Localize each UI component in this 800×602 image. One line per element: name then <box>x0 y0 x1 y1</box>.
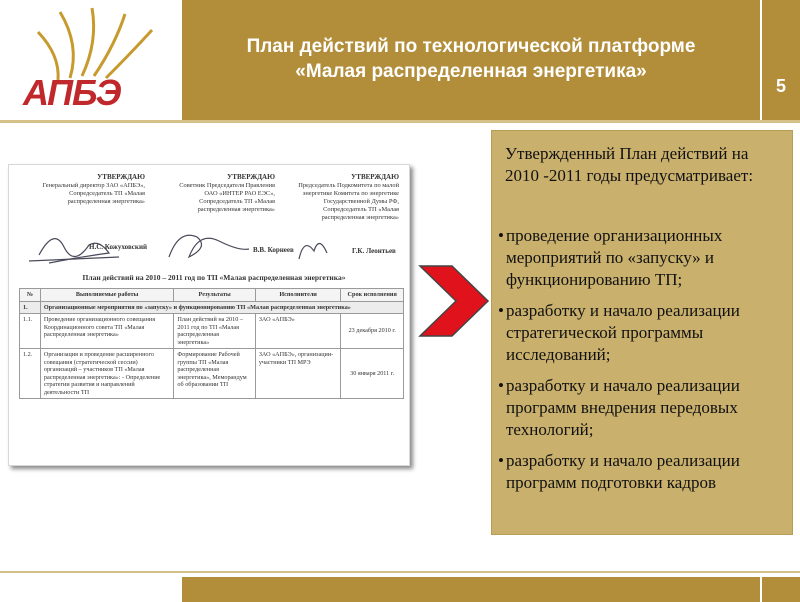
list-item-text: разработку и начало реализации программ внедрения передовых технологий; <box>506 376 740 439</box>
page-number-box <box>760 0 800 120</box>
signatory-name-2: В.В. Корнеев <box>253 246 294 254</box>
list-item <box>496 300 790 366</box>
bullet-icon: • <box>498 451 504 470</box>
chevron-right-icon <box>418 264 490 338</box>
list-item-text: разработку и начало реализации программ подготовки кадров <box>506 451 740 492</box>
signatures-icon <box>9 217 409 277</box>
row-executor: ЗАО «АПБЭ», организации-участники ТП МРЭ <box>255 349 341 399</box>
section-num: 1. <box>20 301 41 314</box>
approval-line: Председатель Подкомитета по малой <box>298 182 399 189</box>
signatory-name-3: Г.К. Леонтьев <box>352 247 396 255</box>
list-item <box>496 450 790 494</box>
panel-list <box>496 225 790 503</box>
approval-header: УТВЕРЖДАЮ <box>351 173 399 181</box>
list-item-text: проведение организационных мероприятий по «запуску» и функционированию ТП; <box>506 226 723 289</box>
row-num: 1.1. <box>20 314 41 349</box>
header-divider <box>0 120 800 123</box>
logo <box>0 0 182 120</box>
column-header: Выполняемые работы <box>40 289 174 302</box>
row-num: 1.2. <box>20 349 41 399</box>
column-header: Исполнители <box>255 289 341 302</box>
row-executor: ЗАО «АПБЭ» <box>255 314 341 349</box>
approval-block-2 <box>147 173 275 214</box>
page-title <box>182 34 760 84</box>
list-item <box>496 225 790 291</box>
title-bar <box>182 0 760 120</box>
row-work: Организация и проведение расширенного совещания (стратегической сессии) организаций – участников ТП «Малая распределенная энергетика»: - Определение стратегии развития и направлений деятельности ТП <box>40 349 174 399</box>
bullet-icon: • <box>498 301 504 320</box>
row-deadline: 23 декабря 2010 г. <box>341 314 404 349</box>
plan-table <box>19 288 404 399</box>
table-row <box>20 314 404 349</box>
document-scan <box>8 164 410 466</box>
signatory-name-1: Н.С. Кожуховский <box>89 243 148 251</box>
header <box>0 0 800 120</box>
approval-header: УТВЕРЖДАЮ <box>97 173 145 181</box>
plan-title: План действий на 2010 – 2011 год по ТП «Малая распределенная энергетика» <box>82 273 346 282</box>
row-result: План действий на 2010 – 2011 год по ТП «Малая распределенная энергетика» <box>174 314 255 349</box>
bullet-icon: • <box>498 376 504 395</box>
approval-header: УТВЕРЖДАЮ <box>227 173 275 181</box>
footer-bar <box>182 577 760 602</box>
section-text: Организационные мероприятия по «запуску» и функционированию ТП «Малая распределенная энергетика» <box>40 301 403 314</box>
column-header: № <box>20 289 41 302</box>
row-work: Проведение организационного совещания Координационного совета ТП «Малая распределенная энергетика» <box>40 314 174 349</box>
table-header-row <box>20 289 404 302</box>
row-deadline: 30 января 2011 г. <box>341 349 404 399</box>
table-section-row <box>20 301 404 314</box>
approval-line: ОАО «ИНТЕР РАО ЕЭС», <box>204 190 275 197</box>
footer <box>0 571 800 602</box>
panel-intro: Утвержденный План действий на 2010 -2011 годы предусматривает: <box>505 144 754 185</box>
approval-line: Сопредседатель ТП «Малая <box>323 206 399 213</box>
approval-line: Сопредседатель ТП «Малая <box>199 198 275 205</box>
approval-line: Государственной Думы РФ, <box>323 198 399 205</box>
approval-block-3 <box>271 173 399 222</box>
column-header: Результаты <box>174 289 255 302</box>
footer-end <box>762 577 800 602</box>
page-number: 5 <box>775 76 786 96</box>
approval-line: Советник Председателя Правления <box>179 182 275 189</box>
table-row <box>20 349 404 399</box>
column-header: Срок исполнения <box>341 289 404 302</box>
approval-line: распределенная энергетика» <box>67 198 145 205</box>
approval-line: Генеральный директор ЗАО «АПБЭ», <box>42 182 145 189</box>
bullet-icon: • <box>498 226 504 245</box>
approval-line: энергетике Комитета по энергетике <box>302 190 399 197</box>
title-line-2: «Малая распределенная энергетика» <box>295 61 647 82</box>
list-item <box>496 375 790 441</box>
approval-line: распределенная энергетика» <box>197 206 275 213</box>
list-item-text: разработку и начало реализации стратегической программы исследований; <box>506 301 740 364</box>
approval-line: распределенная энергетика» <box>321 214 399 221</box>
approval-line: Сопредседатель ТП «Малая <box>69 190 145 197</box>
row-result: Формирование Рабочей группы ТП «Малая распределенная энергетика», Меморандум об образовании ТП <box>174 349 255 399</box>
title-line-1: План действий по технологической платформе <box>246 36 696 57</box>
approval-block-1 <box>17 173 145 206</box>
summary-panel <box>491 130 793 535</box>
logo-text: АПБЭ <box>23 72 121 113</box>
